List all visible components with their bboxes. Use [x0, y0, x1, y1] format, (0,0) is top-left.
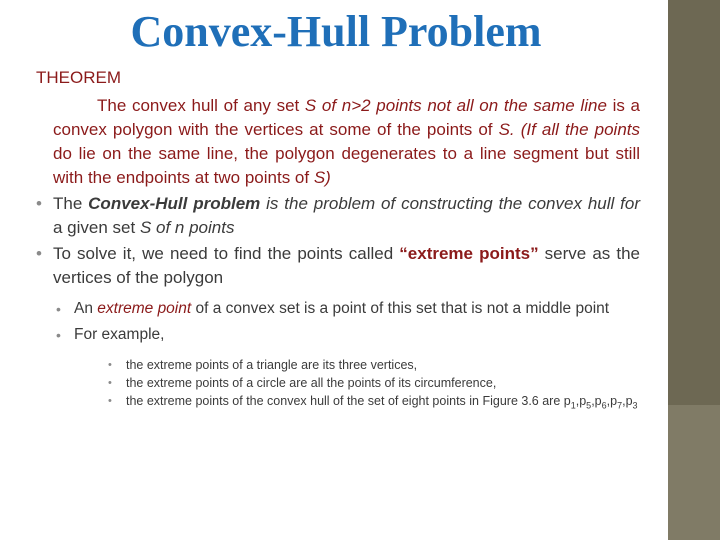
bullet-dot: •: [108, 359, 112, 371]
bullet-dot: •: [108, 377, 112, 389]
example-item: [108, 392, 640, 415]
bullet-convex-hull-problem: [36, 192, 640, 240]
theorem-text-5: do lie on the same line, the polygon degenerates to a line segment but still with the endpoints at two points of: [53, 144, 640, 187]
bullet1-text-c: is the problem of constructing the convex hull for: [260, 194, 640, 213]
bullet1-text-e: S of n points: [139, 218, 235, 237]
bullet-dot: •: [108, 395, 112, 407]
bullet1-text-d: a given set: [53, 218, 140, 237]
theorem-text-4: S. (If all the points: [498, 120, 640, 139]
bullet2-text-b: “extreme points”: [399, 244, 539, 263]
theorem-text-2: S of n>2 points not all on the same line: [304, 96, 607, 115]
bullet1-text-b: Convex-Hull problem: [88, 194, 261, 213]
sub2-text: For example,: [74, 326, 165, 343]
theorem-text: [36, 94, 640, 190]
example-item-text: the extreme points of the convex hull of the set of eight points in Figure 3.6 are: [126, 394, 564, 408]
sidebar-accent-block: [668, 405, 720, 540]
bullet-dot: •: [56, 327, 61, 343]
bullet-dot: •: [36, 244, 42, 263]
bullet-extreme-points: [36, 242, 640, 290]
example-item: [108, 374, 640, 392]
bullet2-text-a: To solve it, we need to find the points called: [53, 244, 400, 263]
theorem-text-1: The convex hull of any set: [97, 96, 305, 115]
slide-content: [36, 66, 640, 415]
example-item-text: the extreme points of a circle are all the points of its circumference,: [126, 376, 497, 390]
subbullet-extreme-point-definition: [56, 298, 640, 320]
bullet-dot: •: [56, 301, 61, 317]
sub1-text-b: extreme point: [97, 300, 192, 317]
bullet1-text-a: The: [53, 194, 89, 213]
slide-title: Convex-Hull Problem: [130, 7, 542, 56]
example-item: [108, 356, 640, 374]
subbullet-for-example: [56, 324, 640, 346]
sub1-text-c: of a convex set is a point of this set that is not a middle point: [191, 300, 610, 317]
bullet2-text-c: serve as the vertices of the polygon: [53, 244, 640, 287]
theorem-label: THEOREM: [36, 68, 121, 87]
bullet-dot: •: [36, 194, 42, 213]
example-item-text: the extreme points of a triangle are its three vertices,: [126, 358, 418, 372]
theorem-text-3: is a convex polygon with the vertices at some of the points of: [53, 96, 640, 139]
theorem-text-6: S): [313, 168, 331, 187]
sub1-text-a: An: [74, 300, 98, 317]
point-list: $p_1,p_5,p_6,p_7,p_3$: [563, 394, 638, 411]
